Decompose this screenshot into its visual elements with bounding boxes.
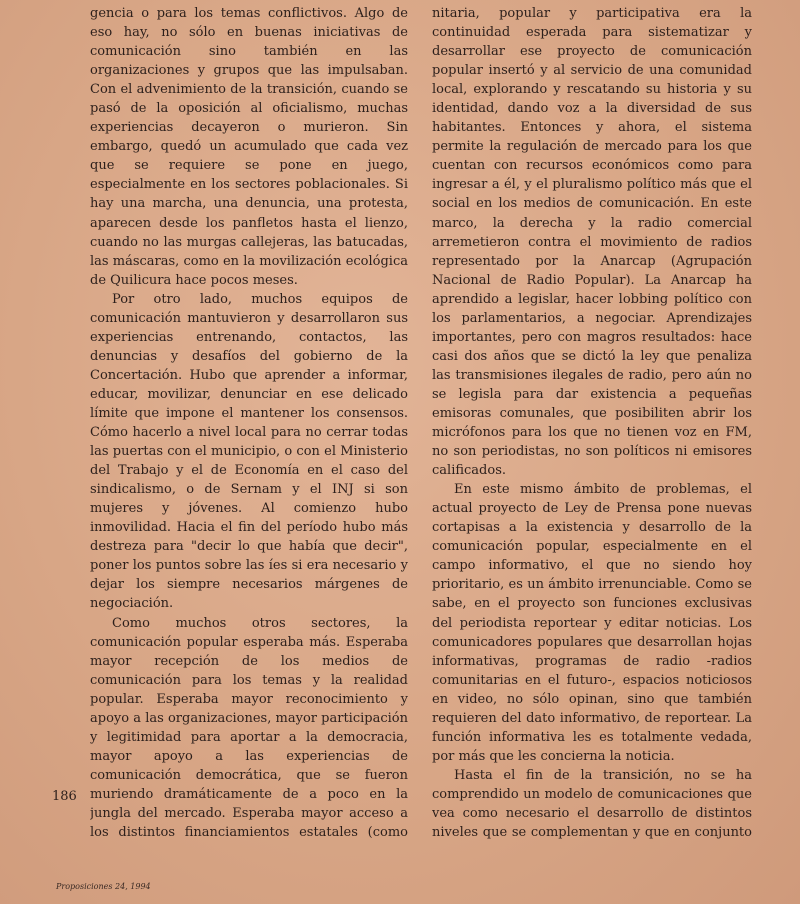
paragraph: Hasta el fin de la transición, no se ha comprendido un modelo de comunicaciones que vea como necesario el desarrollo de distintos niveles que se complementan y que en conjunto: [432, 767, 752, 841]
left-text-column: [90, 4, 408, 842]
page-number: 186: [52, 789, 77, 804]
paragraph: gencia o para los temas conflictivos. Algo de eso hay, no sólo en buenas iniciativas de comunicación sino también en las organizaciones y grupos que las impulsaban. Con el advenimiento de la transición, cuando se pasó de la oposición al oficialismo, muchas experiencias decayeron o murieron. Sin embargo, quedó un acumulado que cada vez que se requiere se pone en juego, especialmente en los sectores poblacionales. Si hay una marcha, una denuncia, una protesta, aparecen desde los panfletos hasta el lienzo, cuando no las murgas callejeras, las batucadas, las máscaras, como en la movilización ecológica de Quilicura hace pocos meses.: [90, 6, 408, 288]
paragraph: Como muchos otros sectores, la comunicación popular esperaba más. Esperaba mayor recepción de los medios de comunicación para los temas y la realidad popular. Esperaba mayor reconocimiento y apoyo a las organizaciones, mayor participación y legitimidad para aportar a la democracia, mayor apoyo a las experiencias de comunicación democrática, que se fueron muriendo dramáticamente de a poco en la jungla del mercado. Esperaba mayor acceso a los distintos financiamientos estatales (como: [90, 615, 408, 841]
right-text-column: [432, 4, 752, 842]
footer-caption: Proposiciones 24, 1994: [56, 882, 151, 891]
paragraph: Por otro lado, muchos equipos de comunicación mantuvieron y desarrollaron sus experiencias entrenando, contactos, las denuncias y desafíos del gobierno de la Concertación. Hubo que aprender a informar, educar, movilizar, denunciar en ese delicado límite que impone el mantener los consensos. Cómo hacerlo a nivel local para no cerrar todas las puertas con el municipio, o con el Ministerio del Trabajo y el de Economía en el caso del sindicalismo, o de Sernam y el INJ si son mujeres y jóvenes. Al comienzo hubo inmovilidad. Hacia el fin del período hubo más destreza para "decir lo que había que decir", poner los puntos sobre las íes si era necesario y dejar los siempre necesarios márgenes de negociación.: [90, 291, 408, 612]
paragraph: En este mismo ámbito de problemas, el actual proyecto de Ley de Prensa pone nuevas cortapisas a la existencia y desarrollo de la comunicación popular, especialmente en el campo informativo, el que no siendo hoy prioritario, es un ámbito irrenunciable. Como se sabe, en el proyecto son funciones exclusivas del periodista reportear y editar noticias. Los comunicadores populares que desarrollan hojas informativas, programas de radio -radios comunitarias en el futuro-, espacios noticiosos en video, no sólo opinan, sino que también requieren del dato informativo, de reportear. La función informativa les es totalmente vedada, por más que les concierna la noticia.: [432, 482, 752, 764]
paragraph: nitaria, popular y participativa era la continuidad esperada para sistematizar y desarrollar ese proyecto de comunicación popular insertó y al servicio de una comunidad local, explorando y rescatando su historia y su identidad, dando voz a la diversidad de sus habitantes. Entonces y ahora, el sistema permite la regulación de mercado para los que cuentan con recursos económicos como para ingresar a él, y el pluralismo político más que el social en los medios de comunicación. En este marco, la derecha y la radio comercial arremetieron contra el movimiento de radios representado por la Anarcap (Agrupación Nacional de Radio Popular). La Anarcap ha aprendido a legislar, hacer lobbing político con los parlamentarios, a negociar. Aprendizajes importantes, pero con magros resultados: hace casi dos años que se dictó la ley que penaliza las transmisiones ilegales de radio, pero aún no se legisla para dar existencia a pequeñas emisoras comunales, que posibiliten abrir los micrófonos para los que no tienen voz en FM, no son periodistas, no son políticos ni emisores calificados.: [432, 6, 752, 479]
